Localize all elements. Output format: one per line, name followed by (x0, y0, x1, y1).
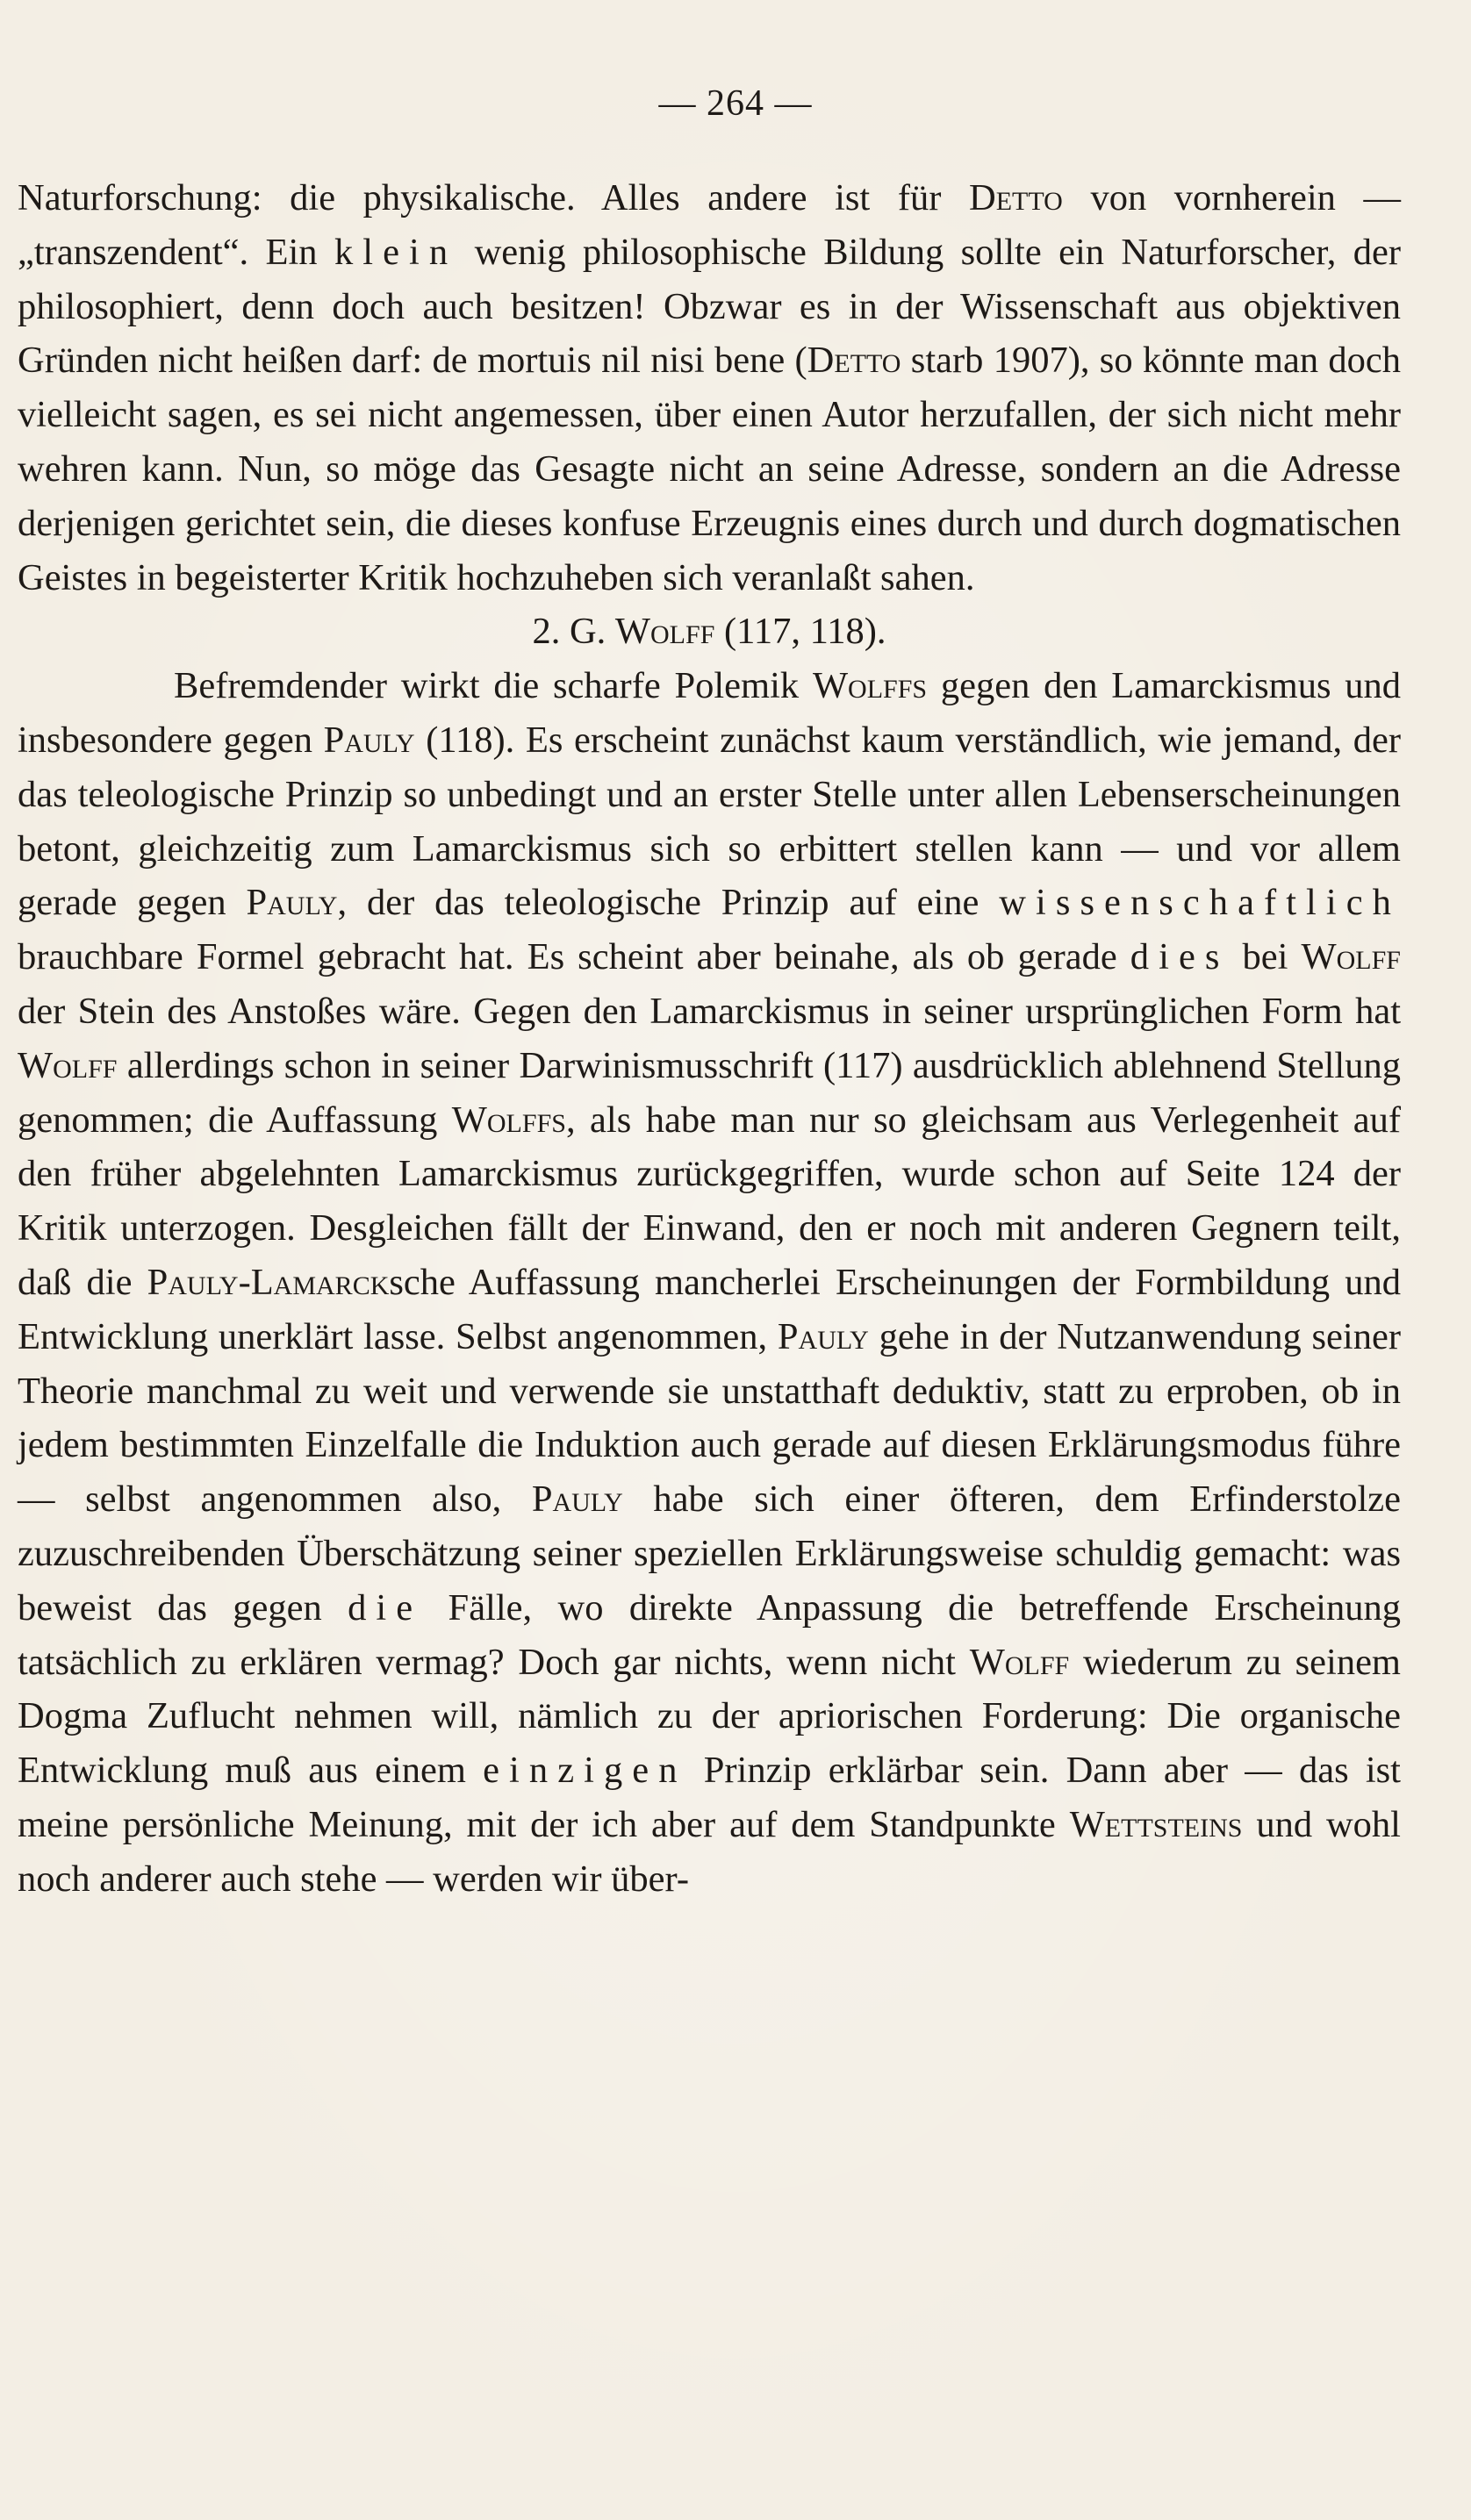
author-name: Pauly (323, 719, 415, 761)
author-name: Wolffs (451, 1099, 566, 1141)
text-run: , der das teleologische Prinzip auf eine (337, 882, 1000, 924)
author-name: Wolffs (812, 665, 928, 707)
emphasis: wissenschaftlich (999, 882, 1401, 924)
section-heading (18, 605, 1401, 659)
author-name: Pauly (531, 1478, 623, 1521)
text-run: gegen den Lamarckismus und insbesondere gegen (18, 665, 1402, 761)
text-run: der Stein des Anstoßes wäre. Gegen den Lamarckismus in seiner ursprünglichen Form hat (18, 990, 1401, 1032)
author-name: Detto (807, 340, 901, 382)
emphasis: die (348, 1586, 423, 1629)
text-run: von vornherein — „transzendent“. Ein (18, 177, 1402, 273)
text-run: wiederum zu seinem Dogma Zuflucht nehmen will, nämlich zu der apriorischen Forderung: Die organische Entwicklung muß aus einem (18, 1641, 1401, 1792)
paragraph (18, 659, 1401, 1906)
author-name: Wettsteins (1069, 1803, 1243, 1845)
text-run: Prinzip erklärbar sein. Dann aber — das ist meine persönliche Meinung, mit der ich aber auf dem Standpunkte (18, 1750, 1401, 1845)
author-name: Wolff (18, 1044, 118, 1086)
text-run: und wohl noch anderer auch stehe — werden wir über- (18, 1803, 1401, 1900)
emphasis: dies (1130, 936, 1230, 978)
text-run: (118). Es erscheint zunächst kaum verständlich, wie jemand, der das teleologische Prinzip so unbedingt und an erster Stelle unter allen Lebenserscheinungen betont, gleichzeitig zum Lamarckismus sich so erbittert stellen kann — und vor allem gerade gegen (18, 719, 1401, 924)
text-run: wenig philosophische Bildung sollte ein Naturforscher, der philosophiert, denn doch auch besitzen! Obzwar es in der Wissenschaft aus objektiven Gründen nicht heißen darf: de mortuis nil nisi bene ( (18, 231, 1402, 382)
author-name: Pauly-Lamarck (147, 1261, 390, 1303)
text-run: bei (1229, 936, 1302, 978)
text-run: 2. G. (532, 611, 615, 653)
author-name: Wolff (969, 1641, 1070, 1683)
text-run: allerdings schon in seiner Darwinismusschrift (117) ausdrücklich ablehnend Stellung genommen; die Auffassung (18, 1044, 1401, 1141)
author-name: Pauly (777, 1315, 869, 1357)
text-run: gehe in der Nutzanwendung seiner Theorie manchmal zu weit und verwende sie unstatthaft deduktiv, statt zu erproben, ob in jedem bestimmten Einzelfalle die Induktion auch gerade auf diesen Erklärungsmodus führe — selbst angenommen also, (18, 1315, 1401, 1521)
text-run: habe sich einer öfteren, dem Erfinderstolze zuzuschreibenden Überschätzung seiner speziellen Erklärungsweise schuldig gemacht: was beweist das gegen (18, 1478, 1401, 1629)
emphasis: klein (334, 231, 458, 273)
text-run: , als habe man nur so gleichsam aus Verlegenheit auf den früher abgelehnten Lamarckismus zurückgegriffen, wurde schon auf Seite 124 der Kritik unterzogen. Desgleichen fällt der Einwand, den er noch mit anderen Gegnern teilt, daß die (18, 1099, 1401, 1303)
page-body (18, 171, 1401, 1907)
text-run: Befremdender wirkt die scharfe Polemik (174, 665, 813, 707)
author-name: Detto (969, 177, 1063, 218)
text-run: sche Auffassung mancherlei Erscheinungen der Formbildung und Entwicklung unerklärt lasse. Selbst angenommen, (18, 1261, 1401, 1357)
author-name: Wolff (614, 611, 715, 653)
text-run: Fälle, wo direkte Anpassung die betreffende Erscheinung tatsächlich zu erklären vermag? Doch gar nichts, wenn nicht (18, 1586, 1401, 1683)
text-run: brauchbare Formel gebracht hat. Es scheint aber beinahe, als ob gerade (18, 936, 1130, 978)
author-name: Pauly (246, 882, 338, 924)
text-run: Naturforschung: die physikalische. Alles andere ist für (18, 177, 970, 218)
text-run: starb 1907), so könnte man doch vielleicht sagen, es sei nicht angemessen, über einen Autor herzufallen, der sich nicht mehr wehren kann. Nun, so möge das Gesagte nicht an seine Adresse, sondern an die Adresse derjenigen gerichtet sein, die dieses konfuse Erzeugnis eines durch und durch dogmatischen Geistes in begeisterter Kritik hochzuheben sich veranlaßt sahen. (18, 340, 1401, 598)
page-number: — 264 — (658, 83, 813, 124)
paragraph (18, 171, 1401, 605)
text-run: (117, 118). (714, 611, 886, 653)
author-name: Wolff (1301, 936, 1401, 978)
emphasis: einzigen (483, 1750, 687, 1792)
